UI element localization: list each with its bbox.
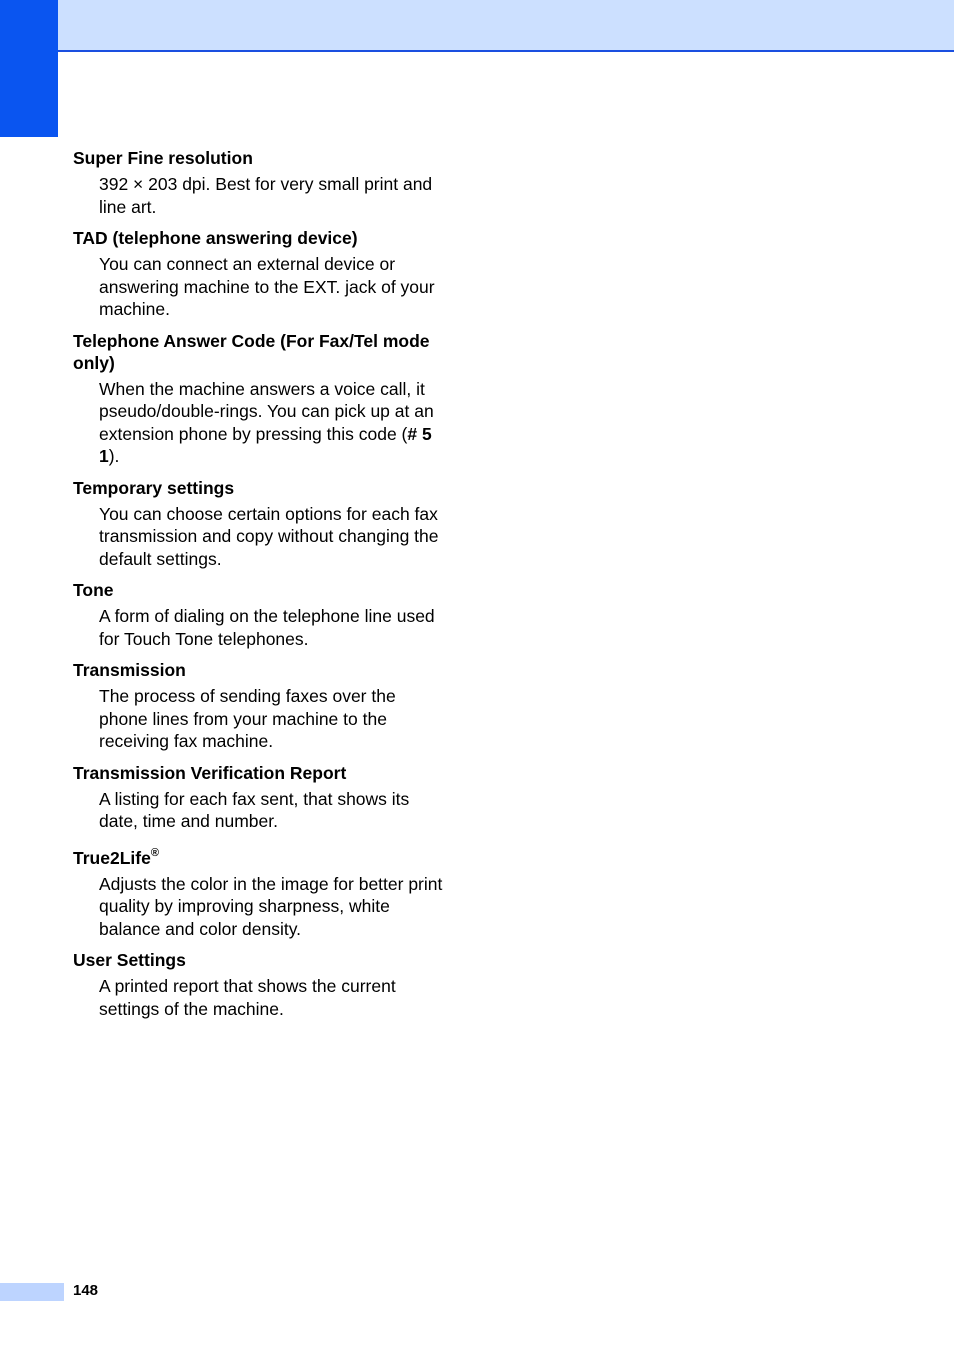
footer-bar — [0, 1283, 64, 1301]
registered-mark: ® — [150, 846, 159, 859]
glossary-term: Tone — [73, 580, 114, 600]
glossary-term: Telephone Answer Code (For Fax/Tel mode only) — [73, 330, 430, 373]
glossary-term: TAD (telephone answering device) — [73, 228, 358, 248]
glossary-entry-telephone-answer-code — [73, 330, 453, 468]
glossary-definition: 392 × 203 dpi. Best for very small print and line art. — [99, 174, 433, 217]
glossary-definition: You can choose certain options for each fax transmission and copy without changing the default settings. — [99, 503, 439, 569]
glossary-term: Transmission — [73, 660, 186, 680]
glossary-entry-tad — [73, 227, 453, 321]
glossary-definition: A printed report that shows the current settings of the machine. — [99, 976, 396, 1019]
term-text: True2Life — [73, 847, 151, 868]
glossary-entry-true2life — [73, 847, 453, 941]
glossary-term: Transmission Verification Report — [73, 762, 347, 783]
glossary-entry-transmission — [73, 659, 453, 753]
glossary-definition: The process of sending faxes over the phone lines from your machine to the receiving fax machine. — [99, 686, 396, 751]
glossary-term: Super Fine resolution — [73, 148, 253, 168]
glossary-entry-temporary-settings — [73, 477, 453, 571]
page-number: 148 — [73, 1282, 99, 1299]
chapter-tab — [0, 0, 58, 137]
glossary-entry-transmission-verification-report — [73, 762, 453, 833]
definition-text: ). — [108, 446, 120, 466]
glossary-definition: A form of dialing on the telephone line used for Touch Tone telephones. — [99, 606, 435, 649]
glossary-list — [73, 147, 453, 1029]
glossary-definition: Adjusts the color in the image for better print quality by improving sharpness, white balance and color density. — [99, 873, 443, 939]
glossary-definition: You can connect an external device or answering machine to the EXT. jack of your machine. — [99, 254, 435, 319]
glossary-term — [73, 847, 453, 869]
definition-text: When the machine answers a voice call, it pseudo/double-rings. You can pick up at an extension phone by pressing this code ( — [99, 378, 434, 444]
glossary-definition — [99, 378, 444, 468]
glossary-entry-user-settings — [73, 949, 453, 1020]
glossary-term: Temporary settings — [73, 477, 235, 498]
glossary-entry-super-fine-resolution — [73, 147, 453, 218]
glossary-definition: A listing for each fax sent, that shows its date, time and number. — [99, 788, 410, 831]
answer-code: # 5 1 — [99, 423, 432, 466]
header-band — [58, 0, 954, 52]
glossary-entry-tone — [73, 579, 453, 650]
glossary-term: User Settings — [73, 950, 186, 970]
